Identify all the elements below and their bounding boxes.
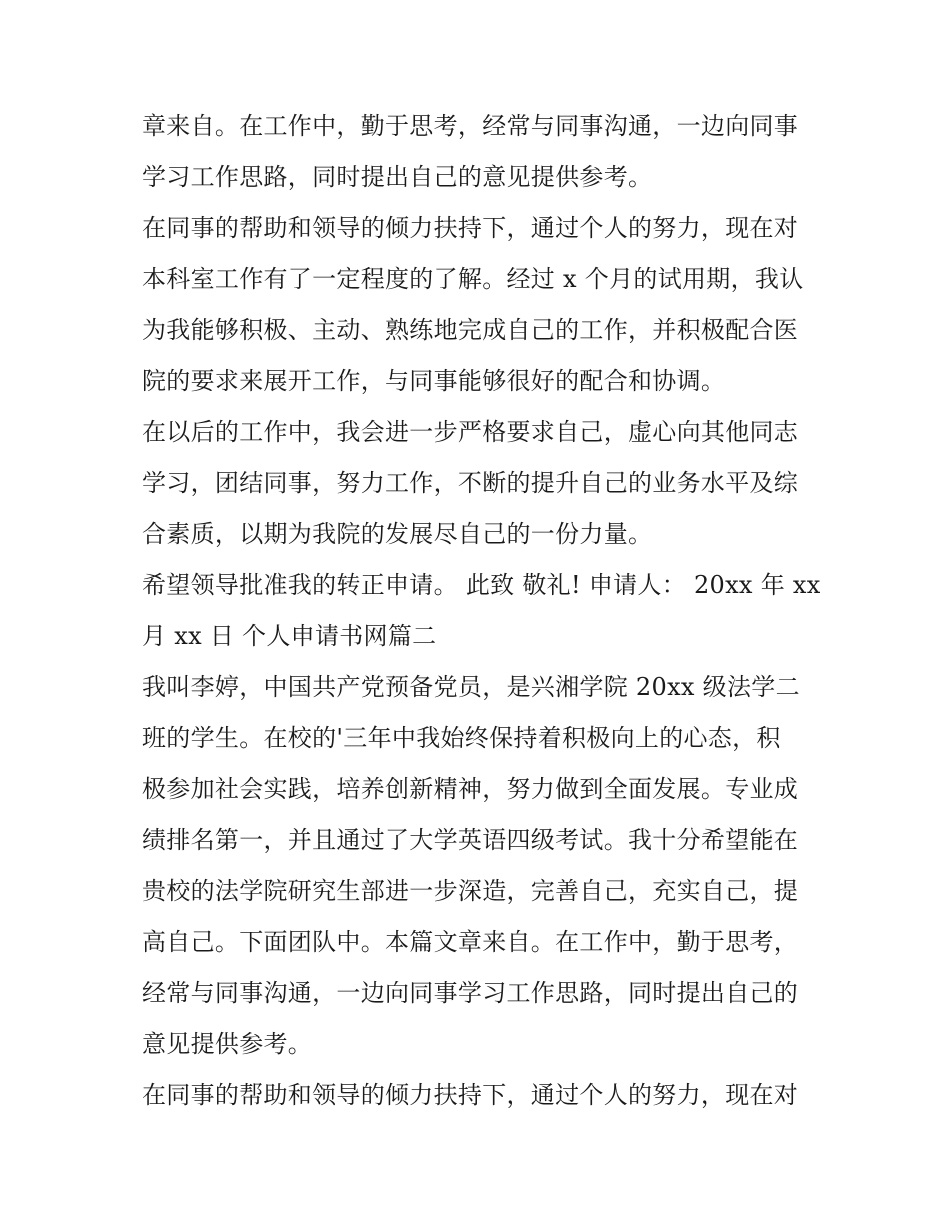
text-line: 在同事的帮助和领导的倾力扶持下，通过个人的努力，现在对 [142, 1081, 799, 1109]
text-line: 高自己。下面团队中。本篇文章来自。在工作中，勤于思考， [142, 928, 799, 956]
text-line: 月 xx 日 个人申请书网篇二 [142, 622, 437, 650]
text-line: 本科室工作有了一定程度的了解。经过 x 个月的试用期，我认 [142, 265, 804, 293]
text-line: 班的学生。在校的'三年中我始终保持着积极向上的心态，积 [142, 724, 781, 752]
text-line: 合素质，以期为我院的发展尽自己的一份力量。 [142, 520, 653, 548]
text-line: 贵校的法学院研究生部进一步深造，完善自己，充实自己，提 [142, 877, 799, 905]
text-line: 院的要求来展开工作，与同事能够很好的配合和协调。 [142, 367, 726, 395]
text-line: 意见提供参考。 [142, 1030, 313, 1058]
text-line: 在以后的工作中，我会进一步严格要求自己，虚心向其他同志 [142, 418, 799, 446]
document-body [142, 101, 821, 1121]
text-line: 学习，团结同事，努力工作，不断的提升自己的业务水平及综 [142, 469, 799, 497]
text-line: 我叫李婷，中国共产党预备党员，是兴湘学院 20xx 级法学二 [142, 673, 800, 701]
text-line: 绩排名第一，并且通过了大学英语四级考试。我十分希望能在 [142, 826, 799, 854]
text-line: 希望领导批准我的转正申请。 此致 敬礼! 申请人： 20xx 年 xx [142, 571, 821, 599]
text-line: 在同事的帮助和领导的倾力扶持下，通过个人的努力，现在对 [142, 214, 799, 242]
text-line: 经常与同事沟通，一边向同事学习工作思路，同时提出自己的 [142, 979, 799, 1007]
text-line: 章来自。在工作中，勤于思考，经常与同事沟通，一边向同事 [142, 112, 799, 140]
text-line: 为我能够积极、主动、熟练地完成自己的工作，并积极配合医 [142, 316, 799, 344]
text-line: 学习工作思路，同时提出自己的意见提供参考。 [142, 163, 653, 191]
text-line: 极参加社会实践，培养创新精神，努力做到全面发展。专业成 [142, 775, 799, 803]
